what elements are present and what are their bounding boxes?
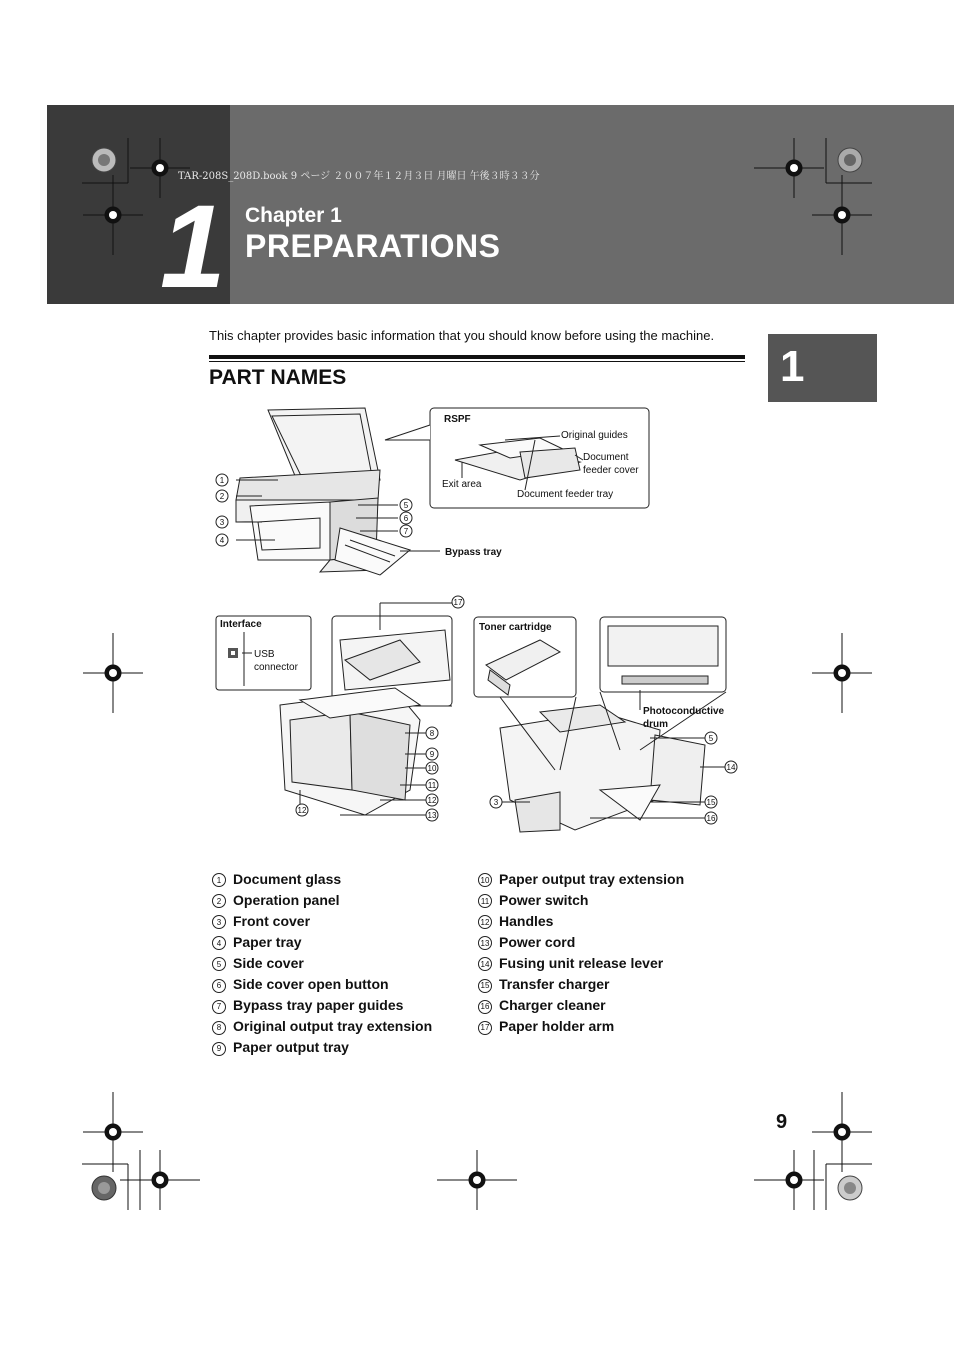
section-divider-thick	[209, 355, 745, 359]
svg-text:4: 4	[219, 536, 225, 545]
part-number-badge: 6	[212, 979, 226, 993]
usb-label-line2: connector	[254, 662, 298, 673]
list-item	[478, 868, 748, 889]
callout-2	[216, 490, 228, 502]
print-job-info: TAR-208S_208D.book 9 ページ ２００７年１２月３日 月曜日 午後３時３３分	[178, 171, 540, 182]
svg-text:3: 3	[219, 518, 225, 527]
svg-text:2: 2	[219, 492, 225, 501]
svg-text:7: 7	[403, 527, 409, 536]
toner-cartridge-label: Toner cartridge	[479, 622, 552, 633]
callout-13	[426, 809, 438, 821]
usb-icon	[228, 648, 238, 658]
list-item	[212, 889, 472, 910]
list-item	[212, 910, 472, 931]
part-number-badge: 16	[478, 1000, 492, 1014]
callout-9	[426, 748, 438, 760]
part-label: Paper output tray extension	[499, 870, 685, 887]
callout-12	[426, 794, 438, 806]
part-label: Original output tray extension	[233, 1018, 433, 1035]
bypass-tray-label: Bypass tray	[445, 547, 502, 558]
callout-17	[452, 596, 464, 608]
svg-text:1: 1	[219, 476, 225, 485]
svg-text:10: 10	[427, 764, 437, 773]
part-number-badge: 15	[478, 979, 492, 993]
list-item	[478, 931, 748, 952]
section-title: PART NAMES	[209, 366, 347, 389]
part-number-badge: 4	[212, 936, 226, 950]
part-label: Fusing unit release lever	[499, 954, 664, 971]
part-label: Side cover open button	[233, 976, 389, 993]
list-item	[212, 931, 472, 952]
page-number: 9	[776, 1111, 788, 1133]
part-number-badge: 1	[212, 873, 226, 887]
document-feeder-tray-label: Document feeder tray	[517, 489, 614, 500]
list-item	[478, 995, 748, 1016]
svg-text:14: 14	[726, 763, 736, 772]
list-item	[212, 1037, 472, 1058]
part-number-badge: 14	[478, 957, 492, 971]
part-label: Power cord	[499, 933, 576, 950]
document-feeder-cover-label-1: Document	[583, 452, 629, 463]
exit-area-label: Exit area	[442, 479, 482, 490]
part-number-badge: 3	[212, 915, 226, 929]
original-guides-label: Original guides	[561, 430, 628, 441]
callout-3	[216, 516, 228, 528]
part-number-badge: 17	[478, 1021, 492, 1035]
svg-text:3: 3	[493, 798, 499, 807]
svg-text:6: 6	[403, 514, 409, 523]
list-item	[478, 952, 748, 973]
callout-16	[705, 812, 717, 824]
svg-text:13: 13	[427, 811, 437, 820]
crosshair-mark-5	[83, 633, 143, 713]
list-item	[478, 1016, 748, 1037]
part-label: Power switch	[499, 891, 589, 908]
chapter-side-tab	[768, 334, 877, 402]
crosshair-mark-9	[120, 1150, 200, 1210]
chapter-title: PREPARATIONS	[245, 228, 501, 264]
callout-10	[426, 762, 438, 774]
crosshair-mark-2	[83, 175, 143, 255]
part-label: Paper holder arm	[499, 1018, 615, 1035]
intro-text: This chapter provides basic information that you should know before using the machine.	[209, 328, 715, 343]
crosshair-mark-8	[812, 1092, 872, 1172]
callout-3b	[490, 796, 502, 808]
list-item	[212, 1016, 472, 1037]
svg-text:17: 17	[453, 598, 463, 607]
part-names-diagram	[200, 398, 760, 838]
copier-front-illustration	[236, 408, 410, 575]
part-label: Bypass tray paper guides	[233, 997, 404, 1014]
parts-list-left	[212, 868, 472, 1058]
part-number-badge: 12	[478, 915, 492, 929]
side-tab-number: 1	[780, 342, 805, 391]
part-label: Handles	[499, 912, 554, 929]
parts-list-right	[478, 868, 748, 1037]
rspf-title: RSPF	[444, 414, 471, 425]
list-item	[212, 952, 472, 973]
usb-label-line1: USB	[254, 649, 275, 660]
part-number-badge: 7	[212, 1000, 226, 1014]
svg-text:5: 5	[403, 501, 409, 510]
callout-14	[725, 761, 737, 773]
photoconductive-label-1: Photoconductive	[643, 706, 725, 717]
interface-title: Interface	[220, 619, 262, 630]
crosshair-mark-3	[754, 138, 824, 198]
list-item	[212, 973, 472, 994]
starburst-mark-1	[92, 148, 116, 172]
starburst-mark-3	[92, 1176, 116, 1200]
svg-text:5: 5	[708, 734, 714, 743]
svg-text:12: 12	[297, 806, 307, 815]
list-item	[212, 995, 472, 1016]
svg-text:8: 8	[429, 729, 435, 738]
part-label: Side cover	[233, 954, 304, 971]
part-number-badge: 10	[478, 873, 492, 887]
callout-1	[216, 474, 228, 486]
crosshair-mark-6	[812, 633, 872, 713]
callout-6	[400, 512, 412, 524]
part-number-badge: 11	[478, 894, 492, 908]
part-label: Transfer charger	[499, 976, 610, 993]
callout-7	[400, 525, 412, 537]
part-label: Document glass	[233, 870, 342, 887]
crosshair-mark-4	[812, 175, 872, 255]
chapter-number: 1	[160, 181, 226, 313]
callout-15	[705, 796, 717, 808]
callout-4	[216, 534, 228, 546]
part-label: Paper tray	[233, 933, 302, 950]
callout-5b	[705, 732, 717, 744]
starburst-mark-2	[838, 148, 862, 172]
crosshair-mark-7	[83, 1092, 143, 1172]
part-number-badge: 9	[212, 1042, 226, 1056]
callout-12b	[296, 804, 308, 816]
part-label: Paper output tray	[233, 1039, 349, 1056]
document-feeder-cover-label-2: feeder cover	[583, 465, 639, 476]
callout-5	[400, 499, 412, 511]
starburst-mark-4	[838, 1176, 862, 1200]
part-label: Operation panel	[233, 891, 340, 908]
part-number-badge: 2	[212, 894, 226, 908]
svg-text:12: 12	[427, 796, 437, 805]
part-number-badge: 8	[212, 1021, 226, 1035]
callout-8	[426, 727, 438, 739]
list-item	[212, 868, 472, 889]
svg-text:9: 9	[429, 750, 435, 759]
svg-text:11: 11	[427, 781, 437, 790]
callout-11	[426, 779, 438, 791]
chapter-label: Chapter 1	[245, 204, 342, 227]
part-number-badge: 5	[212, 957, 226, 971]
part-label: Front cover	[233, 912, 311, 929]
svg-text:16: 16	[706, 814, 716, 823]
section-divider-thin	[209, 361, 745, 362]
list-item	[478, 973, 748, 994]
svg-text:15: 15	[706, 798, 716, 807]
part-number-badge: 13	[478, 936, 492, 950]
list-item	[478, 910, 748, 931]
crosshair-mark-10	[437, 1150, 517, 1210]
list-item	[478, 889, 748, 910]
part-label: Charger cleaner	[499, 997, 606, 1014]
photoconductive-label-2: drum	[643, 719, 668, 730]
drum-illustration	[608, 626, 718, 710]
toner-cartridge-illustration	[486, 640, 560, 695]
